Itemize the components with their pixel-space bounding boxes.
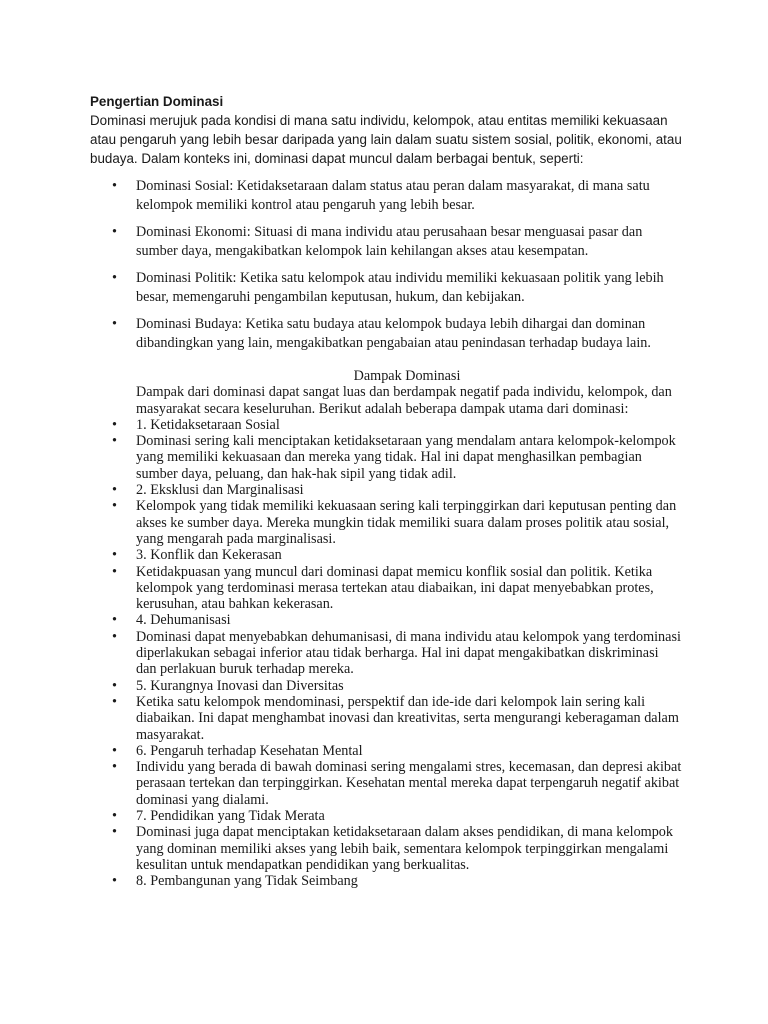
bullet-icon: •	[112, 416, 117, 433]
bullet-icon: •	[112, 677, 117, 694]
bullet-icon: •	[112, 824, 117, 841]
domination-forms-list	[112, 177, 682, 361]
bullet-icon: •	[112, 178, 117, 194]
impact-section	[112, 368, 682, 890]
list-item-text: 6. Pengaruh terhadap Kesehatan Mental	[136, 742, 363, 759]
list-item-text: 4. Dehumanisasi	[136, 612, 231, 629]
list-item-text: Dominasi sering kali menciptakan ketidaksetaraan yang mendalam antara kelompok-kelompok yang memiliki kekuasaan dan mereka yang tidak. Hal ini dapat menghasilkan pembagian sumber daya, peluang, dan hak-hak sipil yang tidak adil.	[136, 433, 676, 482]
bullet-icon: •	[112, 742, 117, 759]
list-item-text: Dominasi Budaya: Ketika satu budaya atau kelompok budaya lebih dihargai dan dominan dibandingkan yang lain, mengakibatkan pengabaian atau penindasan terhadap budaya lain.	[136, 316, 651, 351]
list-item-text: Individu yang berada di bawah dominasi sering mengalami stres, kecemasan, dan depresi akibat perasaan tertekan dan terpinggirkan. Kesehatan mental mereka dapat terpengaruh negatif akibat dominasi yang dialami.	[136, 759, 682, 808]
list-item	[112, 564, 682, 613]
impact-list	[112, 417, 682, 890]
list-item-text: 5. Kurangnya Inovasi dan Diversitas	[136, 677, 344, 694]
list-item	[112, 315, 682, 352]
list-item-text: Dominasi dapat menyebabkan dehumanisasi, di mana individu atau kelompok yang terdominasi diperlakukan sebagai inferior atau tidak berharga. Hal ini dapat mengakibatkan diskriminasi dan perlakuan buruk terhadap mereka.	[136, 628, 681, 678]
bullet-icon: •	[112, 498, 117, 515]
list-item-text: Dominasi Sosial: Ketidaksetaraan dalam status atau peran dalam masyarakat, di mana satu kelompok memiliki kontrol atau pengaruh yang lebih besar.	[136, 178, 650, 213]
list-item	[112, 433, 682, 482]
list-item	[112, 678, 682, 694]
section-heading: Pengertian Dominasi	[90, 94, 224, 109]
list-item	[112, 223, 682, 260]
list-item-text: Dominasi Ekonomi: Situasi di mana individu atau perusahaan besar menguasai pasar dan sumber daya, mengakibatkan kelompok lain kehilangan akses atau kesempatan.	[136, 224, 643, 259]
list-item	[112, 873, 682, 889]
list-item-text: Ketidakpuasan yang muncul dari dominasi dapat memicu konflik sosial dan politik. Ketika kelompok yang terdominasi merasa tertekan atau diabaikan, ini dapat menyebabkan protes, kerusuhan, atau bahkan kekerasan.	[136, 563, 654, 613]
list-item	[112, 269, 682, 306]
list-item-text: Dominasi juga dapat menciptakan ketidaksetaraan dalam akses pendidikan, di mana kelompok yang dominan memiliki akses yang lebih baik, sementara kelompok terpinggirkan mengalami kesulitan untuk mendapatkan pendidikan yang berkualitas.	[136, 824, 673, 873]
list-item	[112, 612, 682, 628]
list-item-text: 7. Pendidikan yang Tidak Merata	[136, 808, 325, 825]
list-item	[112, 824, 682, 873]
bullet-icon: •	[112, 808, 117, 825]
intro-paragraph: Dominasi merujuk pada kondisi di mana satu individu, kelompok, atau entitas memiliki kekuasaan atau pengaruh yang lebih besar daripada yang lain dalam suatu sistem sosial, politik, ekonomi, atau budaya. Dalam konteks ini, dominasi dapat muncul dalam berbagai bentuk, seperti:	[90, 113, 682, 166]
bullet-icon: •	[112, 224, 117, 240]
list-item	[112, 482, 682, 498]
list-item-text: Dominasi Politik: Ketika satu kelompok atau individu memiliki kekuasaan politik yang lebih besar, memengaruhi pengambilan keputusan, hukum, dan kebijakan.	[136, 270, 664, 305]
list-item	[112, 498, 682, 547]
bullet-icon: •	[112, 482, 117, 499]
bullet-icon: •	[112, 693, 117, 710]
list-item	[112, 694, 682, 743]
list-item-text: Ketika satu kelompok mendominasi, perspektif dan ide-ide dari kelompok lain sering kali diabaikan. Ini dapat menghambat inovasi dan kreativitas, serta mengurangi keberagaman dalam masyarakat.	[136, 693, 679, 743]
list-item-text: 3. Konflik dan Kekerasan	[136, 547, 282, 564]
list-item-text: Kelompok yang tidak memiliki kekuasaan sering kali terpinggirkan dari keputusan penting dan akses ke sumber daya. Mereka mungkin tidak memiliki suara dalam proses politik atau sosial, yang mengarah pada marginalisasi.	[136, 498, 677, 547]
list-item-text: 1. Ketidaksetaraan Sosial	[136, 416, 280, 433]
list-item-text: 8. Pembangunan yang Tidak Seimbang	[136, 873, 358, 890]
impact-intro: Dampak dari dominasi dapat sangat luas dan berdampak negatif pada individu, kelompok, dan masyarakat secara keseluruhan. Berikut adalah beberapa dampak utama dari dominasi:	[136, 384, 672, 417]
list-item	[112, 547, 682, 563]
list-item	[112, 808, 682, 824]
list-item	[112, 177, 682, 214]
bullet-icon: •	[112, 563, 117, 580]
bullet-icon: •	[112, 547, 117, 564]
bullet-icon: •	[112, 873, 117, 890]
list-item	[112, 759, 682, 808]
list-item	[112, 629, 682, 678]
bullet-icon: •	[112, 433, 117, 450]
impact-title: Dampak Dominasi	[353, 368, 461, 384]
bullet-icon: •	[112, 628, 117, 645]
bullet-icon: •	[112, 612, 117, 629]
intro-section	[90, 92, 690, 168]
list-item	[112, 417, 682, 433]
list-item-text: 2. Eksklusi dan Marginalisasi	[136, 482, 304, 499]
bullet-icon: •	[112, 759, 117, 776]
list-item	[112, 743, 682, 759]
bullet-icon: •	[112, 316, 117, 332]
bullet-icon: •	[112, 270, 117, 286]
